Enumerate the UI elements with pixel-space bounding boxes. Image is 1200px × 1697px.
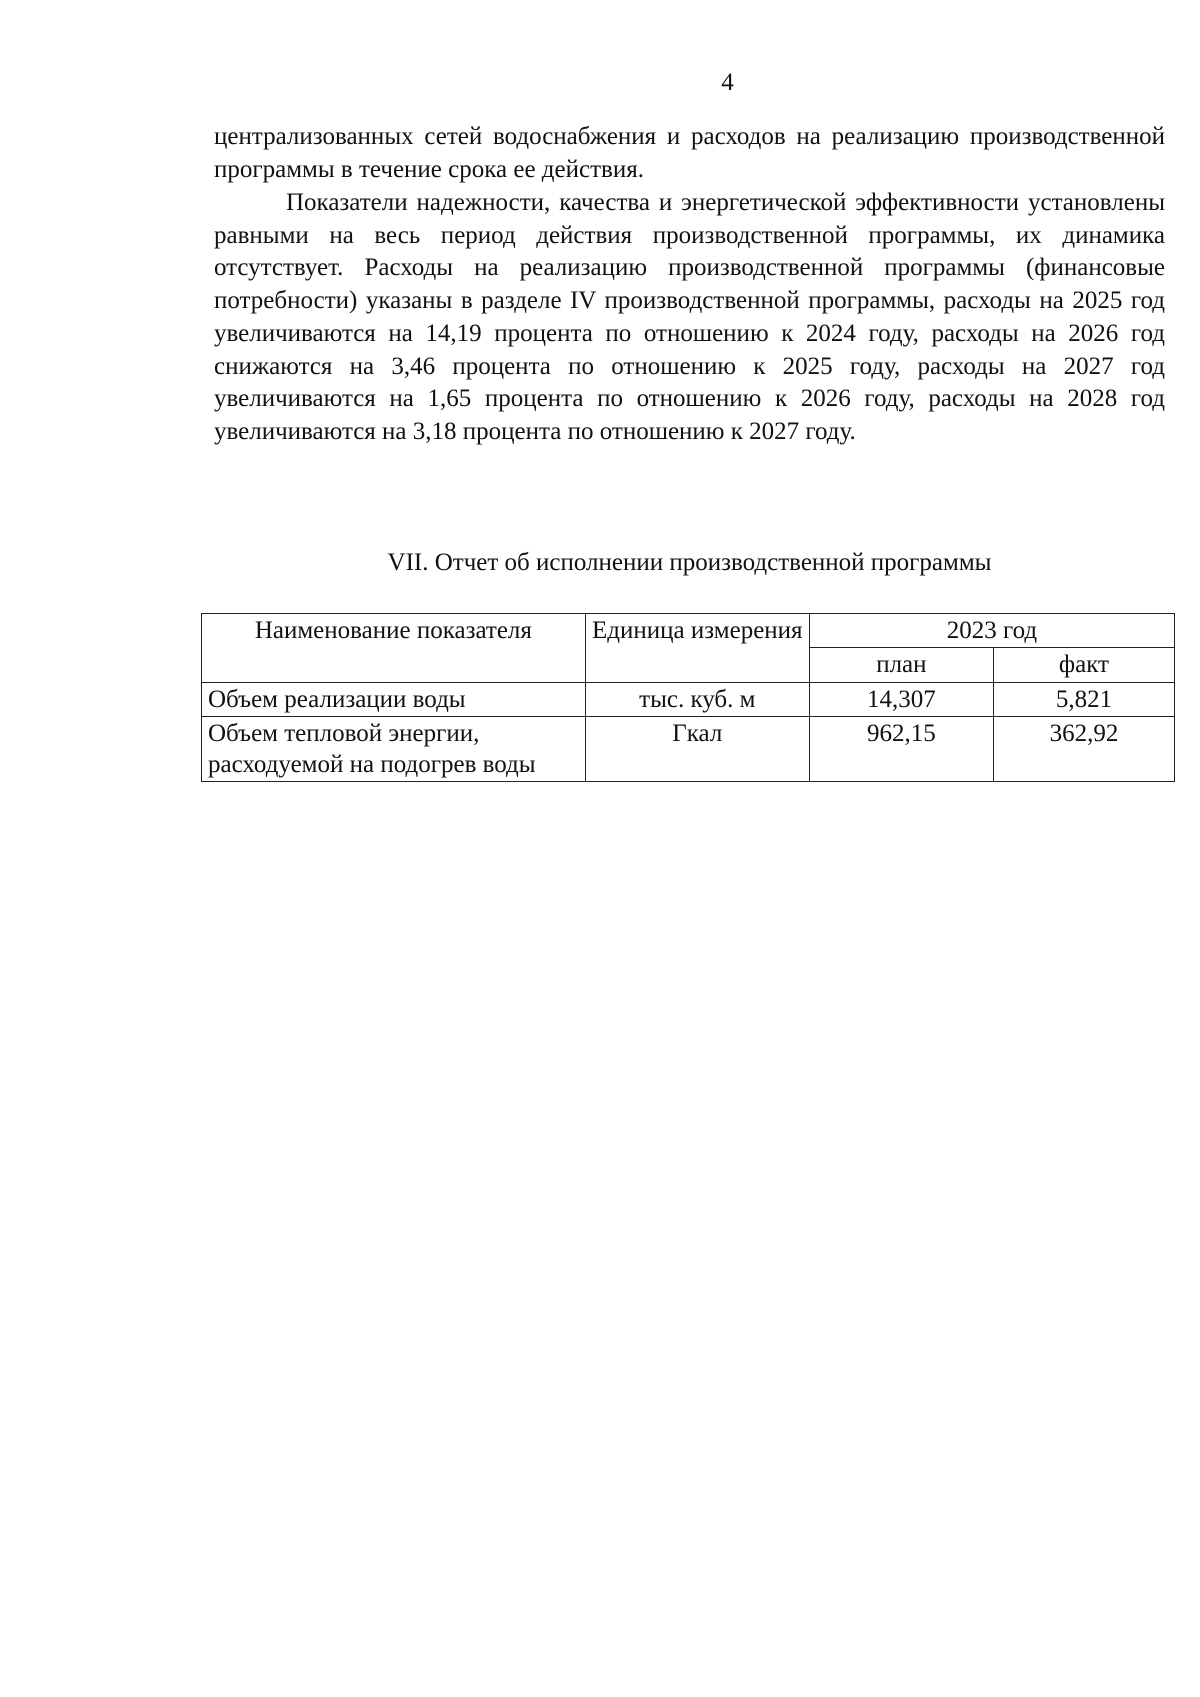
header-unit: Единица измерения bbox=[585, 614, 809, 683]
table-row bbox=[202, 682, 1175, 716]
header-row bbox=[202, 614, 1175, 648]
section-title: VII. Отчет об исполнении производственной программы bbox=[387, 549, 992, 576]
report-table bbox=[201, 613, 1175, 782]
row-plan: 962,15 bbox=[809, 716, 993, 782]
header-fact: факт bbox=[993, 648, 1174, 682]
row-unit: тыс. куб. м bbox=[585, 682, 809, 716]
row-fact: 362,92 bbox=[993, 716, 1174, 782]
page-number: 4 bbox=[721, 69, 734, 96]
paragraph-1: централизованных сетей водоснабжения и расходов на реализацию производственной программы в течение срока ее действия. bbox=[214, 123, 1165, 183]
row-plan: 14,307 bbox=[809, 682, 993, 716]
header-year: 2023 год bbox=[809, 614, 1174, 648]
header-name: Наименование показателя bbox=[202, 614, 586, 683]
row-unit: Гкал bbox=[585, 716, 809, 782]
table-row bbox=[202, 716, 1175, 782]
row-fact: 5,821 bbox=[993, 682, 1174, 716]
header-plan: план bbox=[809, 648, 993, 682]
paragraph-2: Показатели надежности, качества и энергетической эффективности установлены равными на весь период действия производственной программы, их динамика отсутствует. Расходы на реализацию производственной программы (финансовые потребности) указаны в разделе IV производственной программы, расходы на 2025 год увеличиваются на 14,19 процента по отношению к 2024 году, расходы на 2026 год снижаются на 3,46 процента по отношению к 2025 году, расходы на 2027 год увеличиваются на 1,65 процента по отношению к 2026 году, расходы на 2028 год увеличиваются на 3,18 процента по отношению к 2027 году. bbox=[214, 189, 1165, 445]
row-name: Объем тепловой энергии, расходуемой на подогрев воды bbox=[202, 716, 586, 782]
row-name: Объем реализации воды bbox=[202, 682, 586, 716]
